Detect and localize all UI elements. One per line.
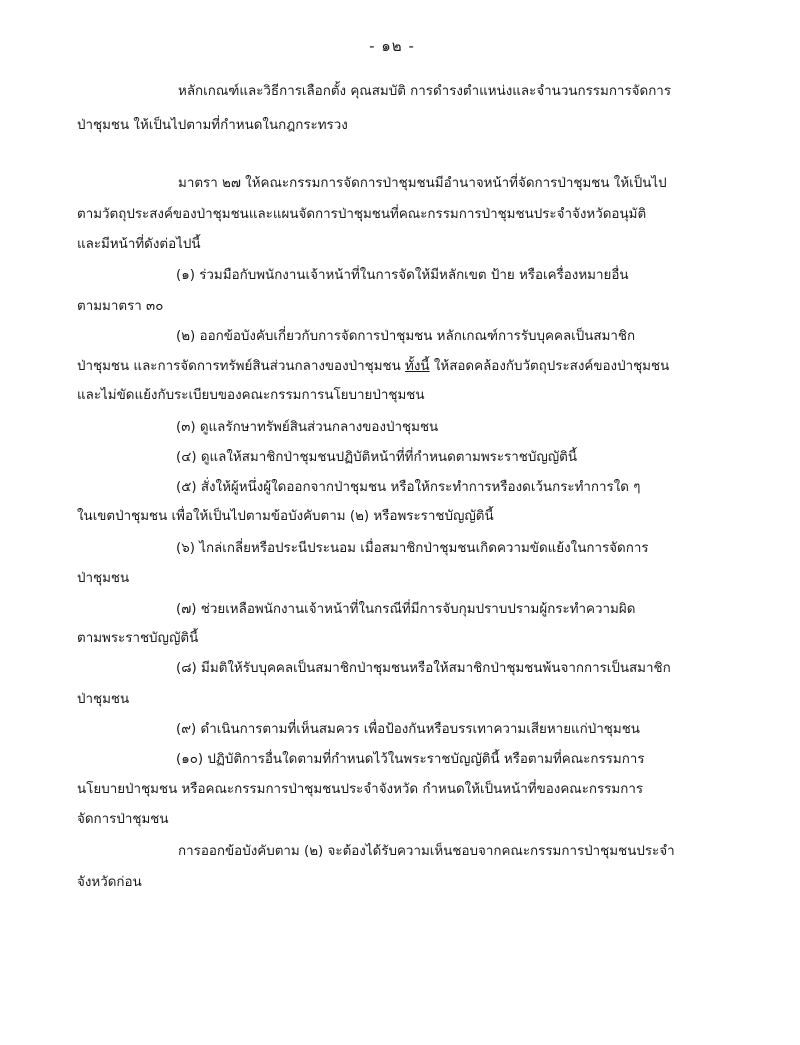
text-line: ตามมาตรา ๓๐ [77, 299, 164, 314]
text-line: (๗) ช่วยเหลือพนักงานเจ้าหน้าที่ในกรณีที่มีการจับกุมปราบปรามผู้กระทำความผิด [176, 602, 636, 617]
text-line: (๖) ไกล่เกลี่ยหรือประนีประนอม เมื่อสมาชิกป่าชุมชนเกิดความขัดแย้งในการจัดการ [176, 541, 649, 556]
text-line: ในเขตป่าชุมชน เพื่อให้เป็นไปตามข้อบังคับตาม (๒) หรือพระราชบัญญัตินี้ [77, 509, 494, 524]
text-line: นโยบายป่าชุมชน หรือคณะกรรมการป่าชุมชนประจำจังหวัด กำหนดให้เป็นหน้าที่ของคณะกรรมการ [77, 782, 644, 797]
text-line: หลักเกณฑ์และวิธีการเลือกตั้ง คุณสมบัติ การดำรงตำแหน่งและจำนวนกรรมการจัดการ [178, 84, 672, 99]
page-number: - ๑๒ - [369, 37, 415, 55]
text-line: (๘) มีมติให้รับบุคคลเป็นสมาชิกป่าชุมชนหรือให้สมาชิกป่าชุมชนพ้นจากการเป็นสมาชิก [176, 661, 671, 676]
text-line: การออกข้อบังคับตาม (๒) จะต้องได้รับความเห็นชอบจากคณะกรรมการป่าชุมชนประจำ [178, 844, 675, 859]
text-line [77, 357, 669, 377]
text-segment: ป่าชุมชน และการจัดการทรัพย์สินส่วนกลางของป่าชุมชน [77, 359, 406, 374]
text-line: (๑) ร่วมมือกับพนักงานเจ้าหน้าที่ในการจัดให้มีหลักเขต ป้าย หรือเครื่องหมายอื่น [176, 268, 629, 283]
text-line: และมีหน้าที่ดังต่อไปนี้ [77, 237, 201, 252]
text-line: มาตรา ๒๗ ให้คณะกรรมการจัดการป่าชุมชนมีอำนาจหน้าที่จัดการป่าชุมชน ให้เป็นไป [178, 176, 667, 191]
text-line: (๕) สั่งให้ผู้หนึ่งผู้ใดออกจากป่าชุมชน หรือให้กระทำการหรืองดเว้นกระทำการใด ๆ [176, 480, 641, 495]
text-line: (๑๐) ปฏิบัติการอื่นใดตามที่กำหนดไว้ในพระราชบัญญัตินี้ หรือตามที่คณะกรรมการ [176, 752, 645, 767]
text-line: ตามวัตถุประสงค์ของป่าชุมชนและแผนจัดการป่าชุมชนที่คณะกรรมการป่าชุมชนประจำจังหวัดอนุมัติ [77, 207, 647, 222]
text-line: (๔) ดูแลให้สมาชิกป่าชุมชนปฏิบัติหน้าที่ที่กำหนดตามพระราชบัญญัตินี้ [176, 450, 577, 465]
text-line: (๙) ดำเนินการตามที่เห็นสมควร เพื่อป้องกันหรือบรรเทาความเสียหายแก่ป่าชุมชน [176, 722, 640, 737]
text-line: ป่าชุมชน [77, 692, 130, 707]
text-line: ตามพระราชบัญญัตินี้ [77, 631, 199, 646]
text-segment: ให้สอดคล้องกับวัตถุประสงค์ของป่าชุมชน [429, 359, 670, 374]
text-line: จังหวัดก่อน [77, 875, 142, 890]
text-line: ป่าชุมชน [77, 571, 130, 586]
text-line: (๓) ดูแลรักษาทรัพย์สินส่วนกลางของป่าชุมชน [176, 420, 439, 435]
text-line: ป่าชุมชน ให้เป็นไปตามที่กำหนดในกฎกระทรวง [77, 118, 348, 133]
text-line: และไม่ขัดแย้งกับระเบียบของคณะกรรมการนโยบายป่าชุมชน [77, 388, 425, 403]
underlined-text: ทั้งนี้ [405, 359, 430, 374]
text-line: (๒) ออกข้อบังคับเกี่ยวกับการจัดการป่าชุมชน หลักเกณฑ์การรับบุคคลเป็นสมาชิก [176, 329, 636, 344]
text-line: จัดการป่าชุมชน [77, 812, 169, 827]
